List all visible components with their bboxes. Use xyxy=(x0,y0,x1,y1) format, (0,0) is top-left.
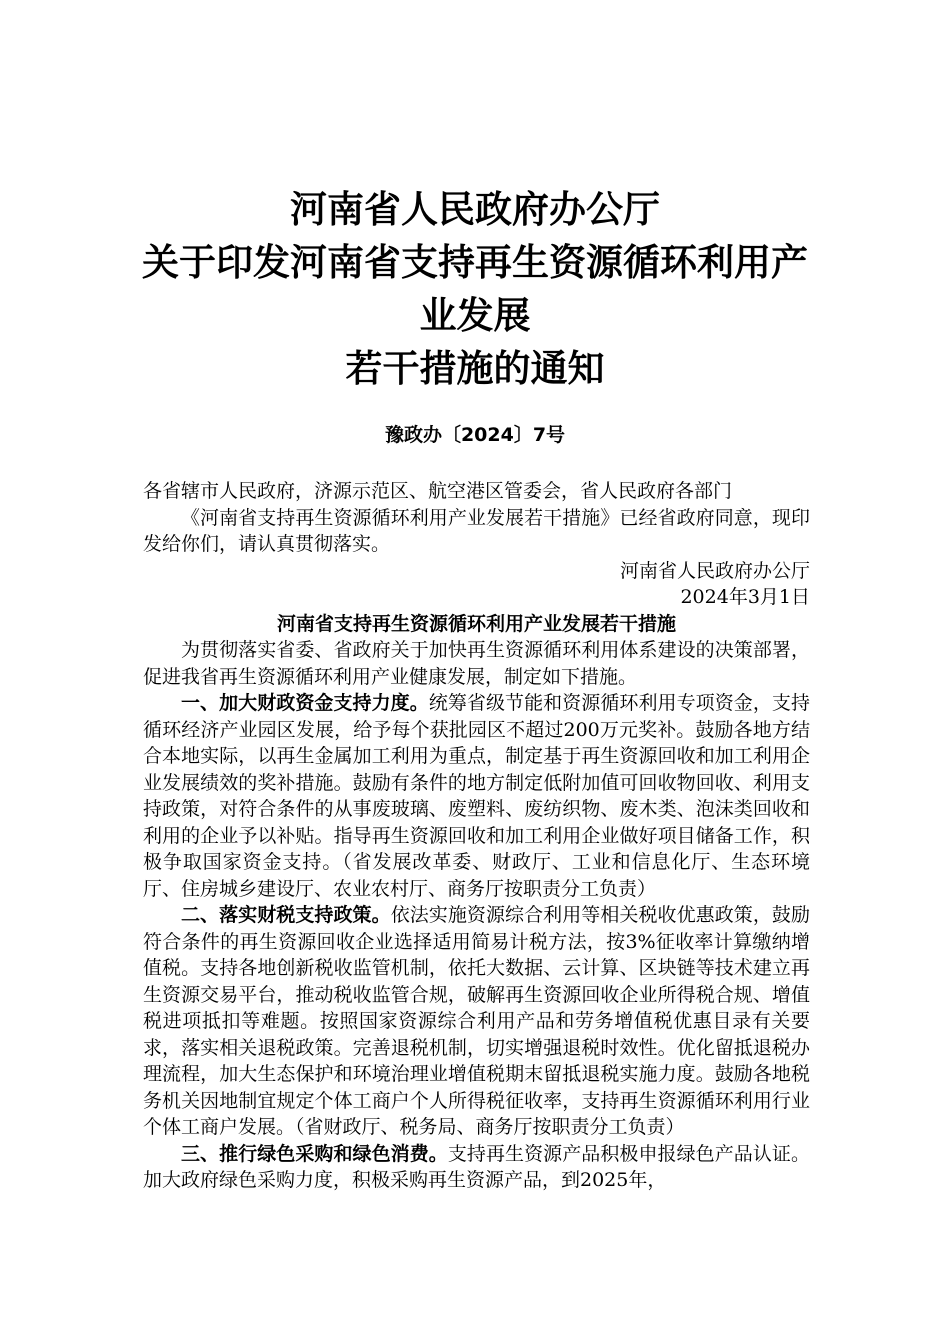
section-1-text: 统筹省级节能和资源循环利用专项资金，支持循环经济产业园区发展，给予每个获批园区不超过200万元奖补。鼓励各地方结合本地实际，以再生金属加工利用为重点，制定基于再生资源回收和加工利用企业发展绩效的奖补措施。鼓励有条件的地方制定低附加值可回收物回收、利用支持政策，对符合条件的从事废玻璃、废塑料、废纺织物、废木类、泡沫类回收和利用的企业予以补贴。指导再生资源回收和加工利用企业做好项目储备工作，积极争取国家资金支持。（省发展改革委、财政厅、工业和信息化厅、生态环境厅、住房城乡建设厅、农业农村厅、商务厅按职责分工负责） xyxy=(143,692,810,900)
signature-date: 2024年3月1日 xyxy=(680,586,810,608)
signature-org: 河南省人民政府办公厅 xyxy=(619,559,810,582)
section-3 xyxy=(143,1141,810,1194)
section-3-heading: 三、推行绿色采购和绿色消费。 xyxy=(181,1142,448,1165)
document-title xyxy=(0,183,950,395)
title-line-1: 河南省人民政府办公厅 xyxy=(290,188,660,231)
title-line-4: 若干措施的通知 xyxy=(345,347,605,390)
section-1-heading: 一、加大财政资金支持力度。 xyxy=(181,692,429,714)
intro-paragraph: 《河南省支持再生资源循环利用产业发展若干措施》已经省政府同意，现印发给你们，请认真贯彻落实。 xyxy=(143,506,810,555)
section-3-text: 支持再生资源产品积极申报绿色产品认证。加大政府绿色采购力度，积极采购再生资源产品，到2025年， xyxy=(143,1142,810,1191)
title-line-2: 关于印发河南省支持再生资源循环利用产 xyxy=(142,241,808,284)
addressee: 各省辖市人民政府，济源示范区、航空港区管委会，省人民政府各部门 xyxy=(143,480,733,502)
document-number: 豫政办〔2024〕7号 xyxy=(384,424,566,446)
measures-title: 河南省支持再生资源循环利用产业发展若干措施 xyxy=(276,612,676,635)
document-body xyxy=(143,478,810,1194)
section-2-text: 依法实施资源综合利用等相关税收优惠政策，鼓励符合条件的再生资源回收企业选择适用简易计税方法，按3%征收率计算缴纳增值税。支持各地创新税收监管机制，依托大数据、云计算、区块链等技术建立再生资源交易平台，推动税收监管合规，破解再生资源回收企业所得税合规、增值税进项抵扣等难题。按照国家资源综合利用产品和劳务增值税优惠目录有关要求，落实相关退税政策。完善退税机制，切实增强退税时效性。优化留抵退税办理流程，加大生态保护和环境治理业增值税期末留抵退税实施力度。鼓励各地税务机关因地制宜规定个体工商户个人所得税征收率，支持再生资源循环利用行业个体工商户发展。（省财政厅、税务局、商务厅按职责分工负责） xyxy=(143,904,810,1138)
section-1 xyxy=(143,690,810,902)
section-2-heading: 二、落实财税支持政策。 xyxy=(181,904,391,926)
section-2 xyxy=(143,902,810,1141)
preamble-paragraph: 为贯彻落实省委、省政府关于加快再生资源循环利用体系建设的决策部署，促进我省再生资源循环利用产业健康发展，制定如下措施。 xyxy=(143,639,810,688)
title-line-3: 业发展 xyxy=(419,294,531,337)
